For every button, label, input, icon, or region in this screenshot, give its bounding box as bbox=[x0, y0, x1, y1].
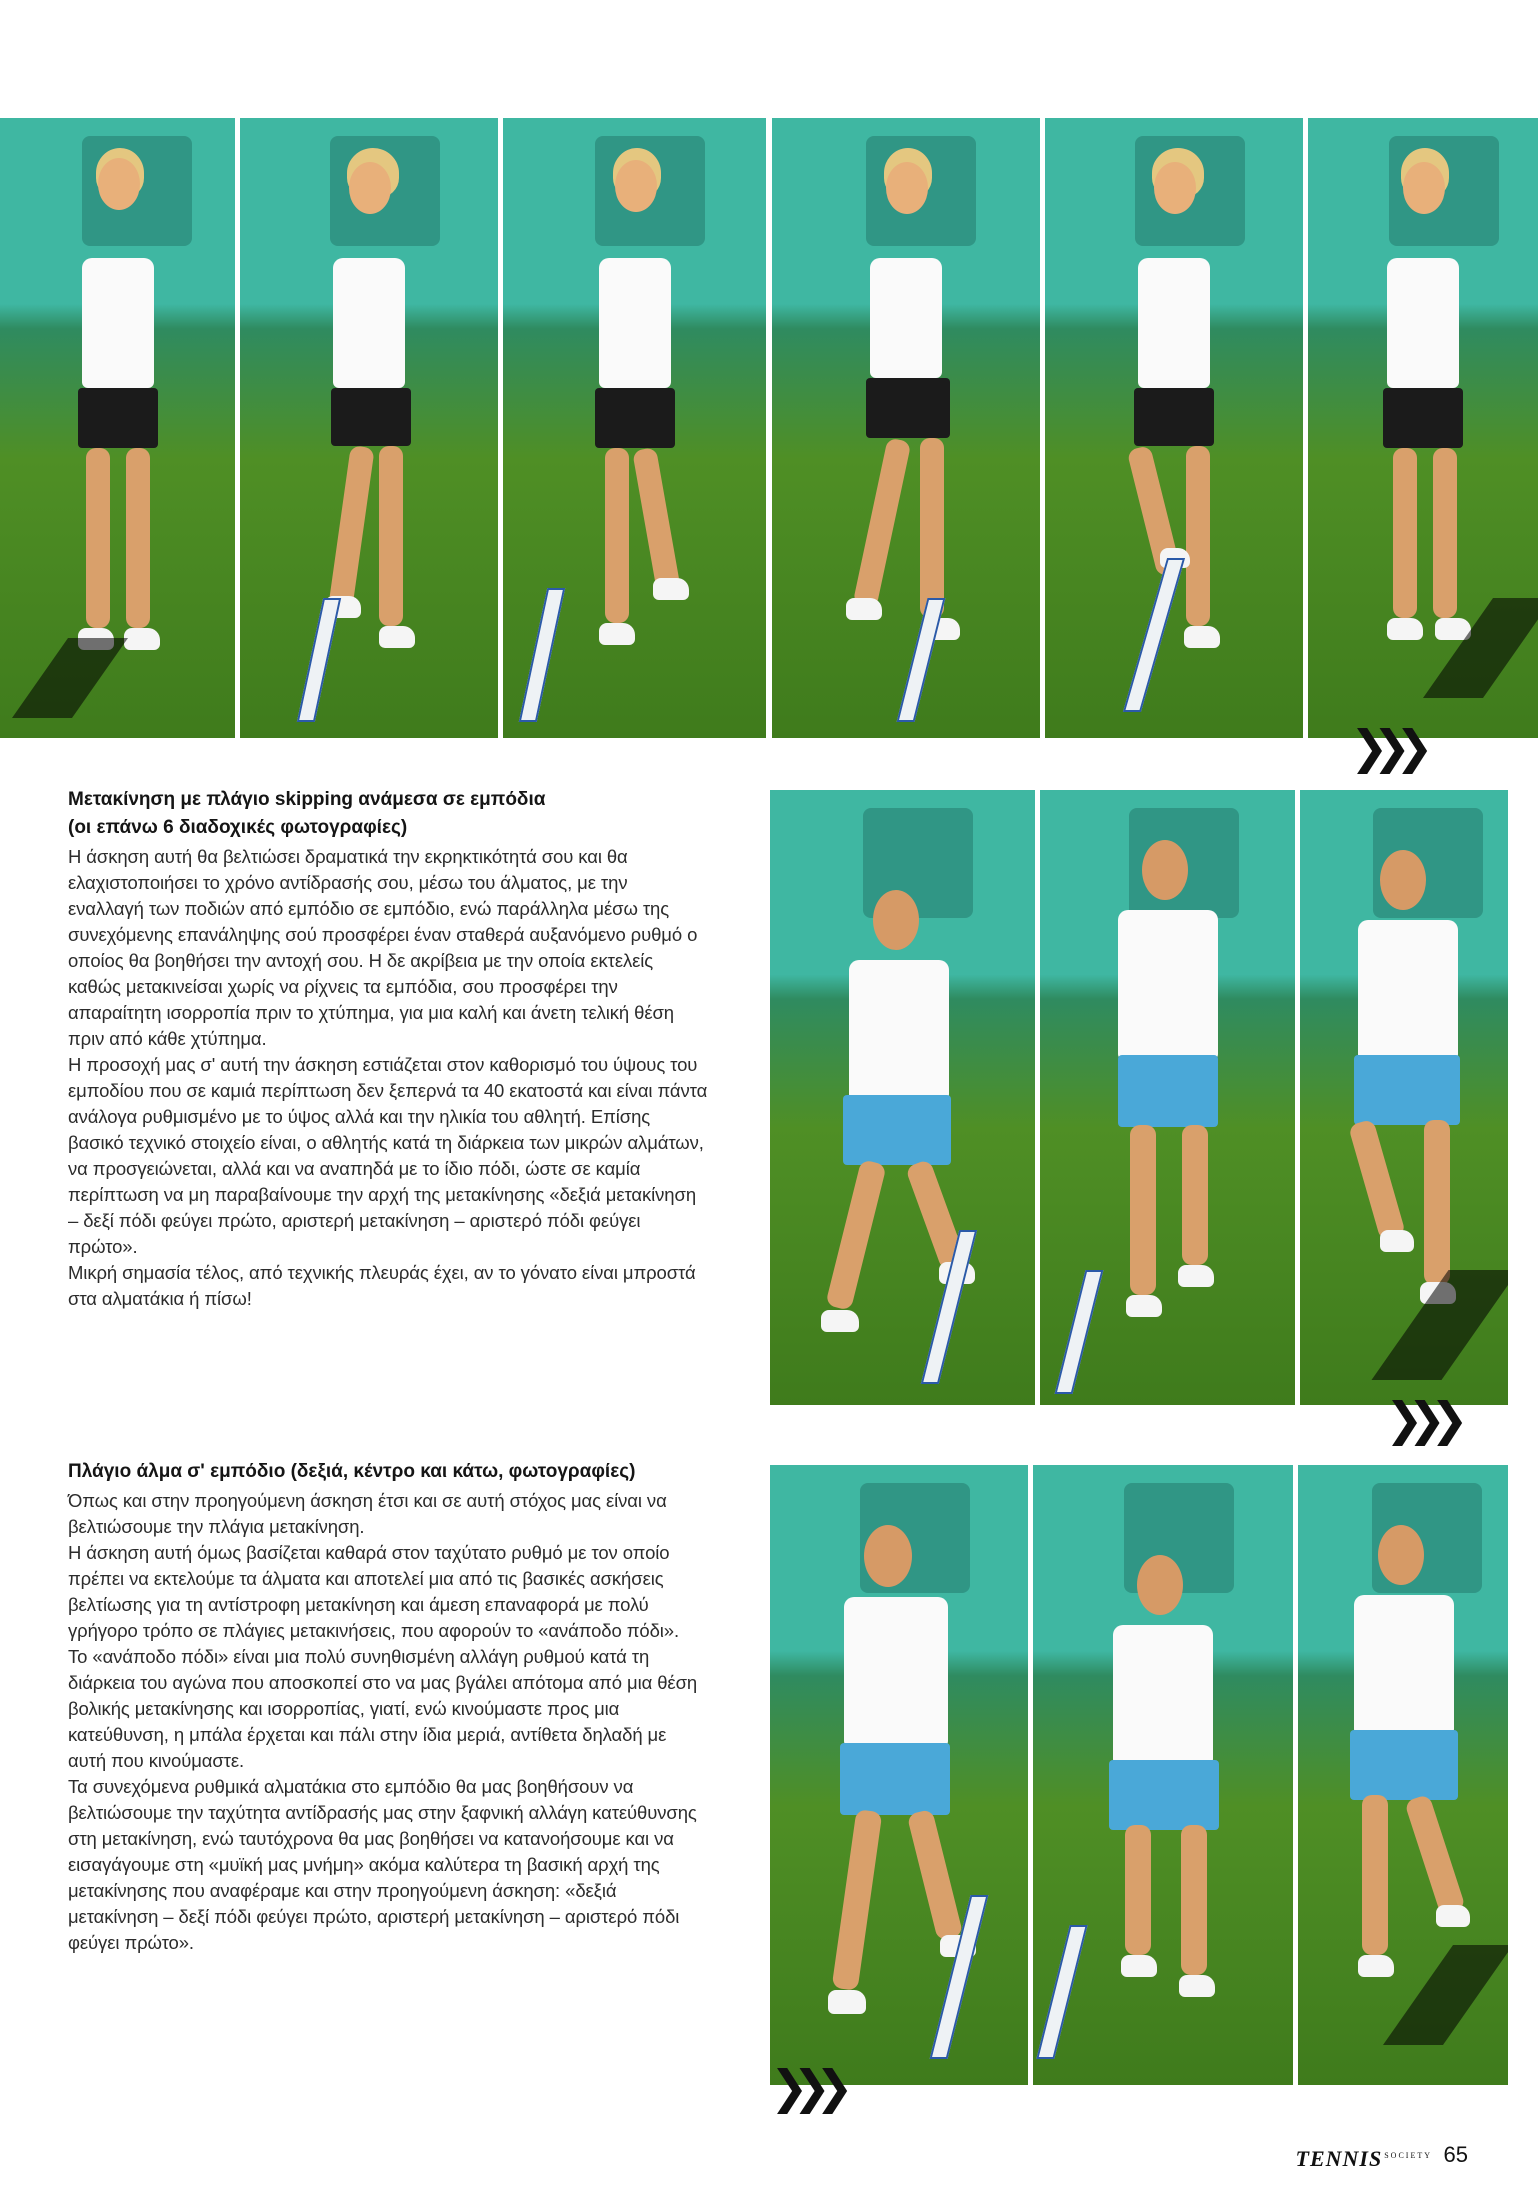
paragraph: Η άσκηση αυτή θα βελτιώσει δραματικά την εκρηκτικότητά σου και θα ελαχιστοποιήσει το χρόνο αντίδρασής σου, μέσω του άλματος, με την εναλλαγή των ποδιών από εμπόδιο σε εμπόδιο, ενώ παράλληλα μέσω της συνεχόμενης επανάληψης σού προσφέρει έναν σταθερά αυξανόμενο ρυθμό ο οποίος θα βοηθήσει την αντοχή σου. Η δε ακρίβεια με την οποία εκτελείς καθώς μετακινείσαι χωρίς να ρίχνεις τα εμπόδια, σου προσφέρει την απαραίτητη ισορροπία πριν το χτύπημα, για μια καλή και άνετη τελική θέση πριν από κάθε χτύπημα. bbox=[68, 846, 698, 1049]
athlete-figure bbox=[299, 148, 439, 688]
brand-name: TENNIS bbox=[1295, 2146, 1383, 2171]
photo-frame-1 bbox=[0, 118, 235, 738]
direction-arrows-icon: ❯❯❯ bbox=[770, 2061, 838, 2113]
middle-photo-sequence bbox=[770, 790, 1508, 1405]
top-photo-sequence bbox=[0, 118, 1538, 738]
magazine-brand bbox=[1296, 2146, 1432, 2172]
bottom-photo-sequence bbox=[770, 1465, 1508, 2085]
photo-frame-2 bbox=[240, 118, 498, 738]
photo-frame-7 bbox=[770, 790, 1035, 1405]
direction-arrows-icon: ❯❯❯ bbox=[1385, 1393, 1453, 1445]
photo-frame-6 bbox=[1308, 118, 1538, 738]
direction-arrows-icon: ❯❯❯ bbox=[1350, 721, 1418, 773]
athlete-figure bbox=[1353, 148, 1493, 688]
paragraph: Η άσκηση αυτή όμως βασίζεται καθαρά στον ταχύτατο ρυθμό με τον οποίο πρέπει να εκτελούμε τα άλματα και αποτελεί μια από τις βασικές ασκήσεις βελτίωσης για τη αντίστροφη μετακίνηση και άμεση επαναφορά με πολύ γρήγορο τρόπο σε πλάγιες μετακινήσεις, που αφορούν το «ανάποδο πόδι». bbox=[68, 1542, 680, 1641]
photo-frame-5 bbox=[1045, 118, 1303, 738]
paragraph: Η προσοχή μας σ' αυτή την άσκηση εστιάζεται στον καθορισμό του ύψους του εμποδίου που σε καμιά περίπτωση δεν ξεπερνά τα 40 εκατοστά και είναι πάντα ανάλογα ρυθμισμένο με το ύψος αλλά και την ηλικία του αθλητή. Επίσης βασικό τεχνικό στοιχείο είναι, ο αθλητής κατά τη διάρκεια των μικρών αλμάτων, να προσγειώνεται, αλλά και να αναπηδά με το ίδιο πόδι, ώστε σε καμία περίπτωση να μη παραβαίνουμε την αρχή της μετακίνησης «δεξιά μετακίνηση – δεξί πόδι φεύγει πρώτο, αριστερή μετακίνηση – αριστερό πόδι φεύγει πρώτο». bbox=[68, 1054, 708, 1257]
section-skipping bbox=[68, 788, 708, 1312]
athlete-figure bbox=[48, 148, 188, 688]
paragraph: Όπως και στην προηγούμενη άσκηση έτσι και σε αυτή στόχος μας είναι να βελτιώσουμε την πλάγια μετακίνηση. bbox=[68, 1490, 667, 1537]
hurdle bbox=[519, 588, 565, 722]
section-side-jump bbox=[68, 1460, 708, 1956]
paragraph: Μικρή σημασία τέλος, από τεχνικής πλευράς έχει, αν το γόνατο είναι μπροστά στα αλματάκια ή πίσω! bbox=[68, 1262, 696, 1309]
section-subheading: (οι επάνω 6 διαδοχικές φωτογραφίες) bbox=[68, 817, 408, 838]
athlete-figure bbox=[565, 148, 705, 688]
athlete-figure bbox=[1073, 1555, 1253, 2035]
athlete-figure bbox=[1104, 148, 1244, 688]
brand-subtitle: SOCIETY bbox=[1384, 2150, 1432, 2160]
athlete-figure bbox=[813, 890, 993, 1370]
paragraph: Τα συνεχόμενα ρυθμικά αλματάκια στο εμπόδιο θα μας βοηθήσουν να βελτιώσουμε την ταχύτητα αντίδρασής μας στην ξαφνική αλλάγη κατεύθυνσης στη μετακίνηση, ενώ ταυτόχρονα θα μας βοηθήσει να κατανοήσουμε και να εισαγάγουμε στη «μυϊκή μας μνήμη» ακόμα καλύτερα τη βασική αρχή της μετακίνησης που αναφέραμε και στην προηγούμενη άσκηση: «δεξιά μετακίνηση – δεξί πόδι φεύγει πρώτο, αριστερή μετακίνηση – αριστερό πόδι φεύγει πρώτο». bbox=[68, 1776, 697, 1953]
photo-frame-12 bbox=[1298, 1465, 1508, 2085]
athlete-figure bbox=[1078, 840, 1258, 1360]
photo-frame-4 bbox=[772, 118, 1040, 738]
photo-frame-10 bbox=[770, 1465, 1028, 2085]
photo-frame-9 bbox=[1300, 790, 1508, 1405]
section-heading: Μετακίνηση με πλάγιο skipping ανάμεσα σε εμπόδια bbox=[68, 789, 546, 810]
section-heading: Πλάγιο άλμα σ' εμπόδιο (δεξιά, κέντρο και κάτω, φωτογραφίες) bbox=[68, 1461, 636, 1482]
photo-frame-8 bbox=[1040, 790, 1295, 1405]
page-number: 65 bbox=[1443, 2142, 1468, 2167]
paragraph: Το «ανάποδο πόδι» είναι μια πολύ συνηθισμένη αλλάγη ρυθμού κατά τη διάρκεια του αγώνα που αποσκοπεί στο να μας βγάλει απότομα από μια θέση βολικής μετακίνησης και ισορροπίας, γιατί, ενώ κινούμαστε προς μια κατεύθυνση, η μπάλα έρχεται και πάλι στην ίδια μεριά, αντίθετα δηλαδή με αυτή που κινούμαστε. bbox=[68, 1646, 698, 1771]
athlete-figure bbox=[836, 148, 976, 688]
photo-frame-3 bbox=[503, 118, 766, 738]
photo-frame-11 bbox=[1033, 1465, 1293, 2085]
